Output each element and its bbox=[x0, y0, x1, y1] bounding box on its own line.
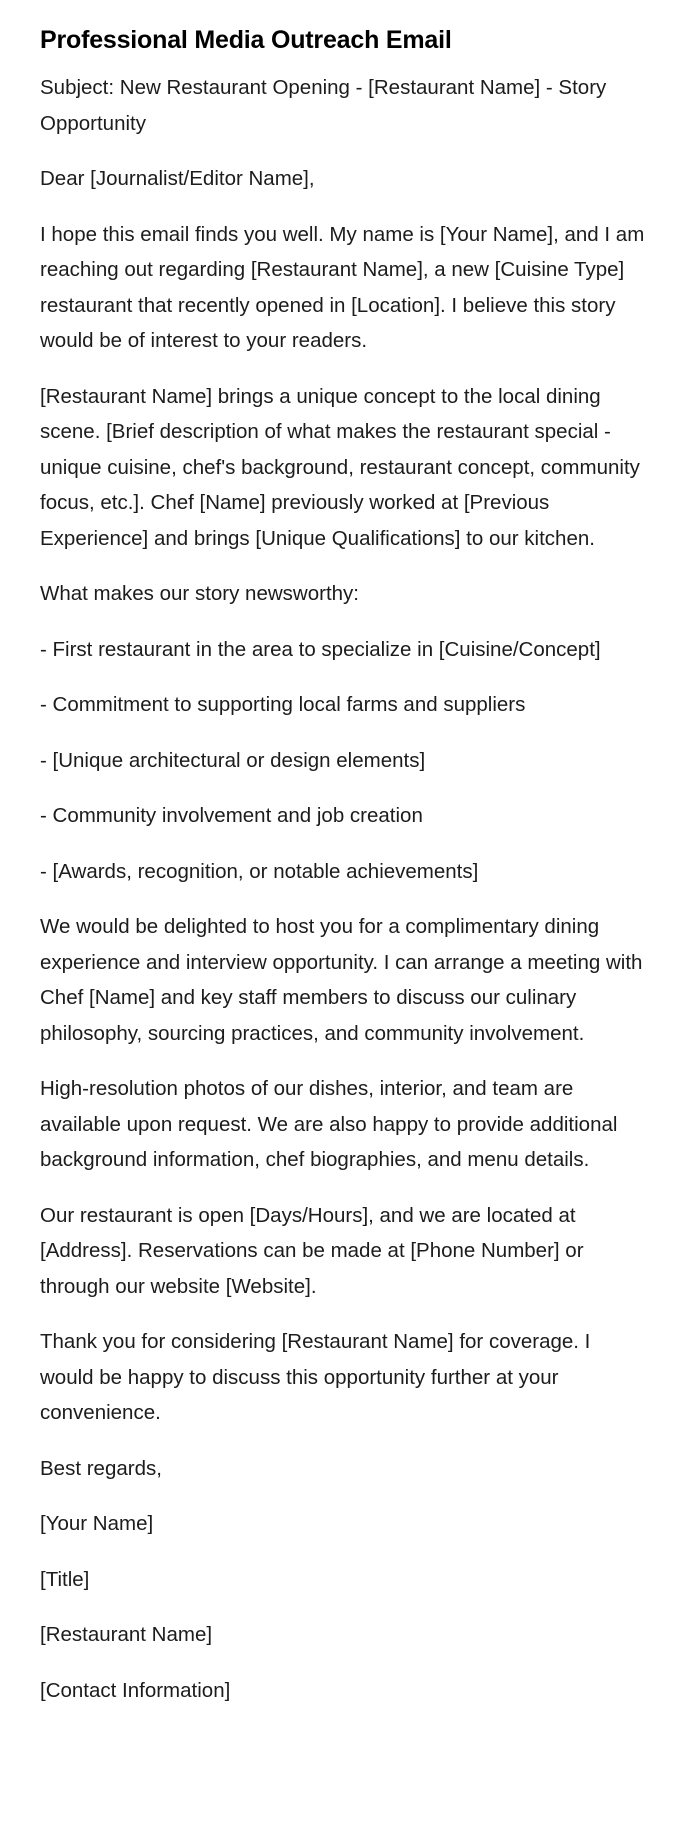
newsworthy-item: - [Awards, recognition, or notable achievements] bbox=[40, 859, 479, 883]
newsworthy-item: - Commitment to supporting local farms and suppliers bbox=[40, 693, 526, 716]
closing: Best regards, bbox=[40, 1456, 162, 1480]
concept-paragraph: [Restaurant Name] brings a unique concept to the local dining scene. [Brief description of what makes the restaurant special - unique cuisine, chef's background, restaurant concept, community focus, etc.]. Chef [Name] previously worked at [Previous Experience] and brings [Unique Qualifications] to our kitchen. bbox=[40, 384, 640, 550]
invitation-paragraph: We would be delighted to host you for a complimentary dining experience and interview opportunity. I can arrange a meeting with Chef [Name] and key staff members to discuss our culinary philosophy, sourcing practices, and community involvement. bbox=[40, 915, 643, 1045]
intro-paragraph: I hope this email finds you well. My name is [Your Name], and I am reaching out regarding [Restaurant Name], a new [Cuisine Type] restaurant that recently opened in [Location]. I believe this story would be of interest to your readers. bbox=[40, 222, 645, 352]
signature-contact: [Contact Information] bbox=[40, 1678, 231, 1702]
newsworthy-item: - First restaurant in the area to specialize in [Cuisine/Concept] bbox=[40, 637, 601, 661]
newsworthy-item: - Community involvement and job creation bbox=[40, 804, 423, 827]
thanks-paragraph: Thank you for considering [Restaurant Name] for coverage. I would be happy to discuss this opportunity further at your convenience. bbox=[40, 1330, 591, 1424]
signature-title: [Title] bbox=[40, 1567, 90, 1591]
signature-restaurant: [Restaurant Name] bbox=[40, 1623, 213, 1646]
hours-paragraph: Our restaurant is open [Days/Hours], and we are located at [Address]. Reservations can be made at [Phone Number] or through our website [Website]. bbox=[40, 1203, 584, 1298]
email-greeting: Dear [Journalist/Editor Name], bbox=[40, 167, 315, 190]
document-title: Professional Media Outreach Email bbox=[40, 26, 452, 54]
newsworthy-heading: What makes our story newsworthy: bbox=[40, 582, 359, 605]
photos-paragraph: High-resolution photos of our dishes, interior, and team are available upon request. We are also happy to provide additional background information, chef biographies, and menu details. bbox=[40, 1077, 618, 1171]
email-subject: Subject: New Restaurant Opening - [Restaurant Name] - Story Opportunity bbox=[40, 76, 607, 135]
signature-name: [Your Name] bbox=[40, 1512, 154, 1535]
newsworthy-item: - [Unique architectural or design elements] bbox=[40, 748, 426, 772]
